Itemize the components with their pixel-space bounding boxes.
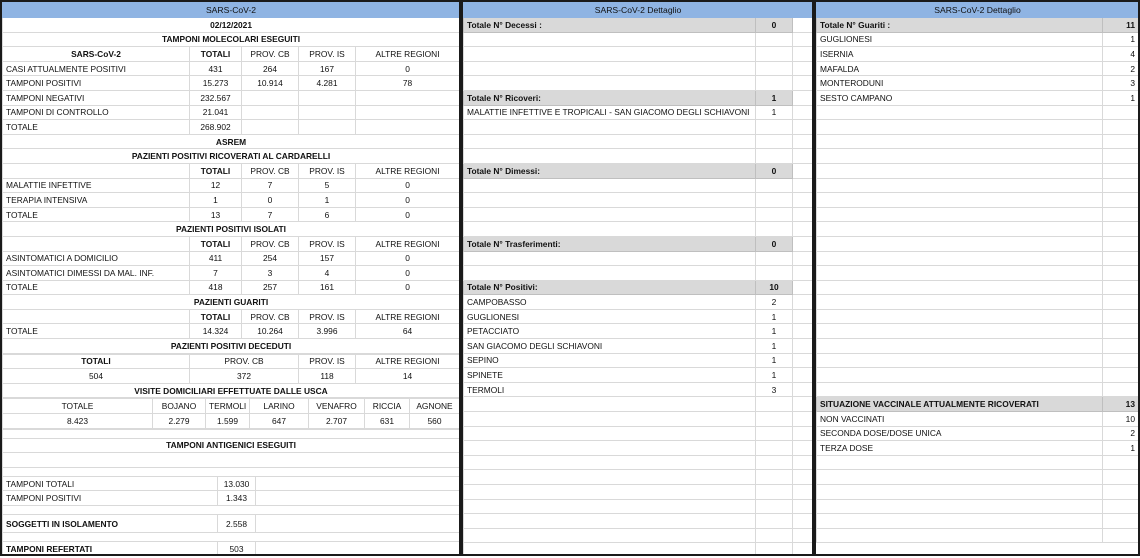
item-label: GUGLIONESI [817,32,1103,47]
list-item [817,426,1139,441]
item-label: SEPINO [464,353,756,368]
column-header: PROV. CB [242,236,299,251]
item-label: PETACCIATO [464,324,756,339]
cell-value: 268.902 [190,120,242,135]
summary-label: Totale N° Trasferimenti: [464,236,756,251]
column-header: SARS-CoV-2 [3,47,190,62]
column-header: PROV. IS [299,309,356,324]
table-row [3,414,460,429]
cell-value: 3 [242,266,299,281]
detail-panel-right [814,0,1140,556]
section-title: VISITE DOMICILIARI EFFETTUATE DALLE USCA [3,383,460,398]
summary-value: 1 [756,90,793,105]
cell-value: 8.423 [3,414,153,429]
table-row [3,193,460,208]
table-row [3,280,460,295]
section-title: PAZIENTI POSITIVI ISOLATI [3,222,460,237]
cell-value: 264 [242,61,299,76]
summary-label: Totale N° Guariti : [817,18,1103,33]
item-value: 10 [1103,412,1139,427]
cell-value: 0 [356,251,460,266]
column-header: AGNONE [410,399,460,414]
cell-value: 2.707 [309,414,365,429]
item-label: SECONDA DOSE/DOSE UNICA [817,426,1103,441]
cell-value: 1.599 [206,414,250,429]
list-item [464,339,813,354]
section-title: PAZIENTI GUARITI [3,295,460,310]
table-row [3,207,460,222]
list-item [464,295,813,310]
cell-value: 2.279 [153,414,206,429]
panel-title: SARS-CoV-2 Dettaglio [817,3,1139,18]
section-title: TAMPONI MOLECOLARI ESEGUITI [3,32,460,47]
item-label: MAFALDA [817,61,1103,76]
cell-value: 0 [242,193,299,208]
cell-value: 13.030 [218,476,256,491]
cell-value: 14 [356,369,460,384]
cell-value: 4.281 [299,76,356,91]
item-value: 3 [1103,76,1139,91]
cell-value: 232.567 [190,90,242,105]
summary-value: 13 [1103,397,1139,412]
section-title: ASREM [3,134,460,149]
row-label: TERAPIA INTENSIVA [3,193,190,208]
cell-value: 78 [356,76,460,91]
summary-label: SITUAZIONE VACCINALE ATTUALMENTE RICOVERATI [817,397,1103,412]
list-item [817,441,1139,456]
table-header-row [3,354,460,369]
summary-value: 10 [756,280,793,295]
cell-value: 157 [299,251,356,266]
cell-value: 4 [299,266,356,281]
item-value: 1 [756,309,793,324]
detail-panel [461,0,814,556]
summary-value: 0 [756,163,793,178]
item-label: GUGLIONESI [464,309,756,324]
table-row [3,178,460,193]
column-header: ALTRE REGIONI [356,236,460,251]
cell-value: 372 [190,369,299,384]
summary-label: Totale N° Ricoveri: [464,90,756,105]
item-value: 4 [1103,47,1139,62]
summary-row [817,397,1139,412]
column-header: PROV. CB [190,354,299,369]
cell-value: 418 [190,280,242,295]
column-header: PROV. IS [299,236,356,251]
summary-row [464,90,813,105]
cell-value: 254 [242,251,299,266]
cell-value: 13 [190,207,242,222]
summary-row [464,163,813,178]
table-row [3,266,460,281]
row-label: TAMPONI POSITIVI [3,491,218,506]
table-row [3,120,460,135]
item-label: NON VACCINATI [817,412,1103,427]
column-header: PROV. IS [299,354,356,369]
summary-label: Totale N° Dimessi: [464,163,756,178]
cell-value: 0 [356,178,460,193]
cell-value: 504 [3,369,190,384]
column-header: LARINO [250,399,309,414]
detail-table-right [816,2,1139,543]
cell-value: 631 [365,414,410,429]
item-value: 2 [1103,61,1139,76]
deceduti-table [2,354,460,399]
list-item [817,76,1139,91]
cell-value: 431 [190,61,242,76]
list-item [464,353,813,368]
item-value: 1 [756,339,793,354]
cell-value: 14.324 [190,324,242,339]
item-value: 1 [756,353,793,368]
cell-value: 21.041 [190,105,242,120]
cell-value: 167 [299,61,356,76]
summary-value: 0 [756,18,793,33]
summary-value: 11 [1103,18,1139,33]
usca-table [2,398,460,428]
cell-value: 0 [356,280,460,295]
item-value: 1 [756,368,793,383]
cell-value: 411 [190,251,242,266]
list-item [464,309,813,324]
cell-value: 257 [242,280,299,295]
cell-value: 1 [190,193,242,208]
list-item [817,32,1139,47]
cell-value: 647 [250,414,309,429]
main-panel [0,0,461,556]
column-header: TOTALI [190,309,242,324]
table-row [3,542,460,557]
item-value: 1 [756,324,793,339]
table-row [3,90,460,105]
list-item [817,90,1139,105]
section-title: PAZIENTI POSITIVI DECEDUTI [3,339,460,354]
list-item [464,368,813,383]
item-label: TERMOLI [464,382,756,397]
cell-value: 0 [356,61,460,76]
cell-value: 7 [242,207,299,222]
row-label: TOTALE [3,324,190,339]
cell-value: 7 [242,178,299,193]
cell-value: 0 [356,266,460,281]
column-header: ALTRE REGIONI [356,47,460,62]
table-row [3,369,460,384]
antigenici-table [2,429,460,556]
list-item [817,61,1139,76]
summary-value: 0 [756,236,793,251]
list-item [464,382,813,397]
table-header-row [3,236,460,251]
item-label: MONTERODUNI [817,76,1103,91]
cell-value: 10.264 [242,324,299,339]
cell-value: 10.914 [242,76,299,91]
list-item [464,105,813,120]
table-header-row [3,399,460,414]
column-header: ALTRE REGIONI [356,163,460,178]
cell-value: 5 [299,178,356,193]
column-header: PROV. CB [242,163,299,178]
table-row [3,251,460,266]
cell-value: 0 [356,193,460,208]
column-header: TOTALI [190,236,242,251]
column-header: TOTALE [3,399,153,414]
panel-title: SARS-CoV-2 [3,3,460,18]
column-header: BOJANO [153,399,206,414]
column-header: ALTRE REGIONI [356,354,460,369]
summary-label: Totale N° Decessi : [464,18,756,33]
table-row [3,61,460,76]
table-header-row [3,163,460,178]
item-label: CAMPOBASSO [464,295,756,310]
row-label: ASINTOMATICI A DOMICILIO [3,251,190,266]
summary-row [464,18,813,33]
cell-value: 161 [299,280,356,295]
row-label: TAMPONI TOTALI [3,476,218,491]
item-value: 3 [756,382,793,397]
table-row [3,76,460,91]
table-header-row [3,47,460,62]
item-label: MALATTIE INFETTIVE E TROPICALI - SAN GIACOMO DEGLI SCHIAVONI [464,105,756,120]
cell-value: 6 [299,207,356,222]
cell-value: 15.273 [190,76,242,91]
item-value: 1 [1103,32,1139,47]
column-header: TOTALI [190,163,242,178]
item-label: ISERNIA [817,47,1103,62]
item-value: 1 [1103,441,1139,456]
cell-value: 7 [190,266,242,281]
row-label: TOTALE [3,120,190,135]
item-value: 1 [1103,90,1139,105]
item-label: SAN GIACOMO DEGLI SCHIAVONI [464,339,756,354]
cell-value: 560 [410,414,460,429]
section-title: TAMPONI ANTIGENICI ESEGUITI [3,438,460,453]
column-header: TERMOLI [206,399,250,414]
report-date: 02/12/2021 [3,18,460,33]
column-header: TOTALI [190,47,242,62]
item-value: 2 [1103,426,1139,441]
column-header: PROV. IS [299,163,356,178]
cell-value: 64 [356,324,460,339]
row-label: TAMPONI NEGATIVI [3,90,190,105]
column-header: PROV. CB [242,309,299,324]
cell-value: 503 [218,542,256,557]
cell-value: 3.996 [299,324,356,339]
column-header: PROV. IS [299,47,356,62]
column-header: TOTALI [3,354,190,369]
summary-row [817,18,1139,33]
item-label: SPINETE [464,368,756,383]
item-value: 1 [756,105,793,120]
summary-row [464,236,813,251]
section-title: PAZIENTI POSITIVI RICOVERATI AL CARDARELLI [3,149,460,164]
row-label: TAMPONI POSITIVI [3,76,190,91]
summary-label: Totale N° Positivi: [464,280,756,295]
row-label: TAMPONI REFERTATI [3,542,218,557]
row-label: TAMPONI DI CONTROLLO [3,105,190,120]
cell-value: 2.558 [218,515,256,533]
table-row [3,105,460,120]
cell-value: 1.343 [218,491,256,506]
detail-table [463,2,813,556]
row-label: SOGGETTI IN ISOLAMENTO [3,515,218,533]
list-item [817,47,1139,62]
table-row [3,491,460,506]
summary-row [464,280,813,295]
item-value: 2 [756,295,793,310]
main-table [2,2,460,354]
list-item [464,324,813,339]
row-label: CASI ATTUALMENTE POSITIVI [3,61,190,76]
row-label: TOTALE [3,280,190,295]
row-label: TOTALE [3,207,190,222]
column-header: RICCIA [365,399,410,414]
column-header: PROV. CB [242,47,299,62]
item-label: TERZA DOSE [817,441,1103,456]
row-label: ASINTOMATICI DIMESSI DA MAL. INF. [3,266,190,281]
table-header-row [3,309,460,324]
panel-title: SARS-CoV-2 Dettaglio [464,3,813,18]
item-label: SESTO CAMPANO [817,90,1103,105]
row-label: MALATTIE INFETTIVE [3,178,190,193]
cell-value: 0 [356,207,460,222]
table-row [3,324,460,339]
cell-value: 118 [299,369,356,384]
cell-value: 1 [299,193,356,208]
cell-value: 12 [190,178,242,193]
table-row [3,515,460,533]
column-header: VENAFRO [309,399,365,414]
table-row [3,476,460,491]
list-item [817,412,1139,427]
column-header: ALTRE REGIONI [356,309,460,324]
